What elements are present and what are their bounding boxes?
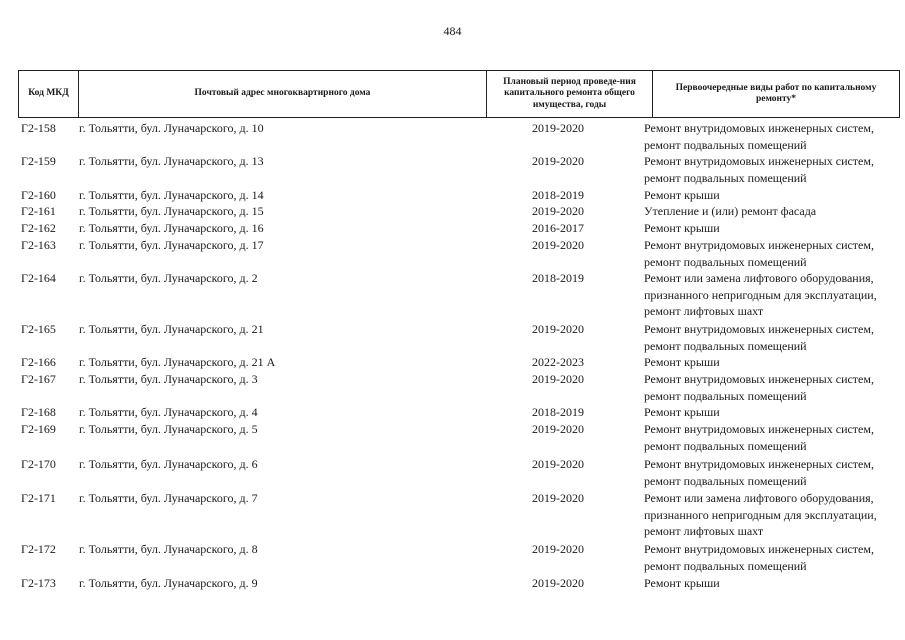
cell-period: 2019-2020 [532, 154, 584, 168]
cell-works-line: Ремонт внутридомовых инженерных систем, [644, 121, 874, 135]
cell-code: Г2-172 [21, 542, 56, 556]
cell-works-line: Ремонт крыши [644, 188, 720, 202]
cell-works-line: Ремонт крыши [644, 576, 720, 590]
cell-works-line: ремонт подвальных помещений [644, 137, 807, 152]
cell-code: Г2-171 [21, 491, 56, 505]
cell-period: 2019-2020 [532, 491, 584, 505]
cell-code: Г2-159 [21, 154, 56, 168]
cell-works [644, 541, 904, 574]
cell-code: Г2-167 [21, 372, 56, 386]
cell-works [644, 371, 904, 404]
cell-address: г. Тольятти, бул. Луначарского, д. 14 [79, 188, 264, 202]
cell-period: 2016-2017 [532, 221, 584, 235]
cell-period: 2019-2020 [532, 542, 584, 556]
cell-period: 2019-2020 [532, 322, 584, 336]
cell-works-line: Ремонт внутридомовых инженерных систем, [644, 422, 874, 436]
cell-works [644, 575, 904, 592]
cell-works-line: Ремонт внутридомовых инженерных систем, [644, 154, 874, 168]
cell-works [644, 404, 904, 421]
cell-code: Г2-169 [21, 422, 56, 436]
cell-works-line: ремонт подвальных помещений [644, 170, 807, 185]
cell-works-line: ремонт подвальных помещений [644, 438, 807, 453]
cell-works-line: ремонт лифтовых шахт [644, 524, 764, 538]
cell-works [644, 203, 904, 220]
cell-works-line: Ремонт или замена лифтового оборудования, [644, 491, 874, 505]
cell-works [644, 321, 904, 354]
cell-period: 2018-2019 [532, 188, 584, 202]
cell-works [644, 421, 904, 454]
cell-address: г. Тольятти, бул. Луначарского, д. 9 [79, 576, 258, 590]
cell-address: г. Тольятти, бул. Луначарского, д. 7 [79, 491, 258, 505]
table-header [18, 70, 900, 118]
cell-works [644, 490, 904, 540]
header-code: Код МКД [19, 71, 79, 117]
cell-code: Г2-164 [21, 271, 56, 285]
cell-code: Г2-165 [21, 322, 56, 336]
cell-works [644, 237, 904, 270]
cell-address: г. Тольятти, бул. Луначарского, д. 4 [79, 405, 258, 419]
cell-address: г. Тольятти, бул. Луначарского, д. 8 [79, 542, 258, 556]
cell-address: г. Тольятти, бул. Луначарского, д. 3 [79, 372, 258, 386]
cell-period: 2019-2020 [532, 121, 584, 135]
cell-works-line: ремонт подвальных помещений [644, 388, 807, 403]
cell-works-line: Утепление и (или) ремонт фасада [644, 204, 817, 218]
cell-code: Г2-162 [21, 221, 56, 235]
cell-works [644, 120, 904, 153]
cell-address: г. Тольятти, бул. Луначарского, д. 5 [79, 422, 258, 436]
cell-period: 2019-2020 [532, 204, 584, 218]
page-number: 484 [443, 24, 462, 38]
cell-code: Г2-160 [21, 188, 56, 202]
cell-code: Г2-161 [21, 204, 56, 218]
cell-address: г. Тольятти, бул. Луначарского, д. 10 [79, 121, 264, 135]
cell-code: Г2-168 [21, 405, 56, 419]
cell-works [644, 220, 904, 237]
cell-works-line: признанного непригодным для эксплуатации, [644, 287, 877, 302]
cell-works-line: Ремонт крыши [644, 405, 720, 419]
cell-period: 2019-2020 [532, 422, 584, 436]
cell-period: 2018-2019 [532, 271, 584, 285]
cell-period: 2019-2020 [532, 238, 584, 252]
cell-works-line: ремонт подвальных помещений [644, 558, 807, 573]
cell-works [644, 153, 904, 186]
header-works: Первоочередные виды работ по капитальному ремонту* [675, 82, 877, 104]
cell-period: 2019-2020 [532, 457, 584, 471]
cell-works [644, 187, 904, 204]
cell-works-line: Ремонт внутридомовых инженерных систем, [644, 372, 874, 386]
header-period: Плановый период проведе-ния капитального ремонта общего имущества, годы [487, 71, 653, 117]
cell-period: 2018-2019 [532, 405, 584, 419]
cell-address: г. Тольятти, бул. Луначарского, д. 21 [79, 322, 264, 336]
cell-address: г. Тольятти, бул. Луначарского, д. 16 [79, 221, 264, 235]
cell-period: 2022-2023 [532, 355, 584, 369]
cell-address: г. Тольятти, бул. Луначарского, д. 6 [79, 457, 258, 471]
cell-works-line: Ремонт крыши [644, 221, 720, 235]
cell-works-line: ремонт лифтовых шахт [644, 304, 764, 318]
cell-address: г. Тольятти, бул. Луначарского, д. 21 А [79, 355, 276, 369]
cell-period: 2019-2020 [532, 372, 584, 386]
cell-address: г. Тольятти, бул. Луначарского, д. 17 [79, 238, 264, 252]
cell-works-line: Ремонт крыши [644, 355, 720, 369]
cell-works-line: Ремонт внутридомовых инженерных систем, [644, 322, 874, 336]
cell-works-line: Ремонт или замена лифтового оборудования, [644, 271, 874, 285]
cell-works-line: Ремонт внутридомовых инженерных систем, [644, 542, 874, 556]
cell-address: г. Тольятти, бул. Луначарского, д. 15 [79, 204, 264, 218]
cell-code: Г2-173 [21, 576, 56, 590]
cell-works [644, 456, 904, 489]
cell-address: г. Тольятти, бул. Луначарского, д. 2 [79, 271, 258, 285]
cell-works-line: ремонт подвальных помещений [644, 473, 807, 488]
cell-works-line: Ремонт внутридомовых инженерных систем, [644, 238, 874, 252]
cell-code: Г2-170 [21, 457, 56, 471]
cell-works-line: признанного непригодным для эксплуатации, [644, 507, 877, 522]
cell-address: г. Тольятти, бул. Луначарского, д. 13 [79, 154, 264, 168]
cell-works-line: ремонт подвальных помещений [644, 338, 807, 353]
cell-code: Г2-166 [21, 355, 56, 369]
cell-works [644, 270, 904, 320]
cell-works [644, 354, 904, 371]
cell-works-line: ремонт подвальных помещений [644, 254, 807, 269]
cell-code: Г2-158 [21, 121, 56, 135]
cell-works-line: Ремонт внутридомовых инженерных систем, [644, 457, 874, 471]
cell-period: 2019-2020 [532, 576, 584, 590]
header-address: Почтовый адрес многоквартирного дома [79, 71, 487, 117]
cell-code: Г2-163 [21, 238, 56, 252]
